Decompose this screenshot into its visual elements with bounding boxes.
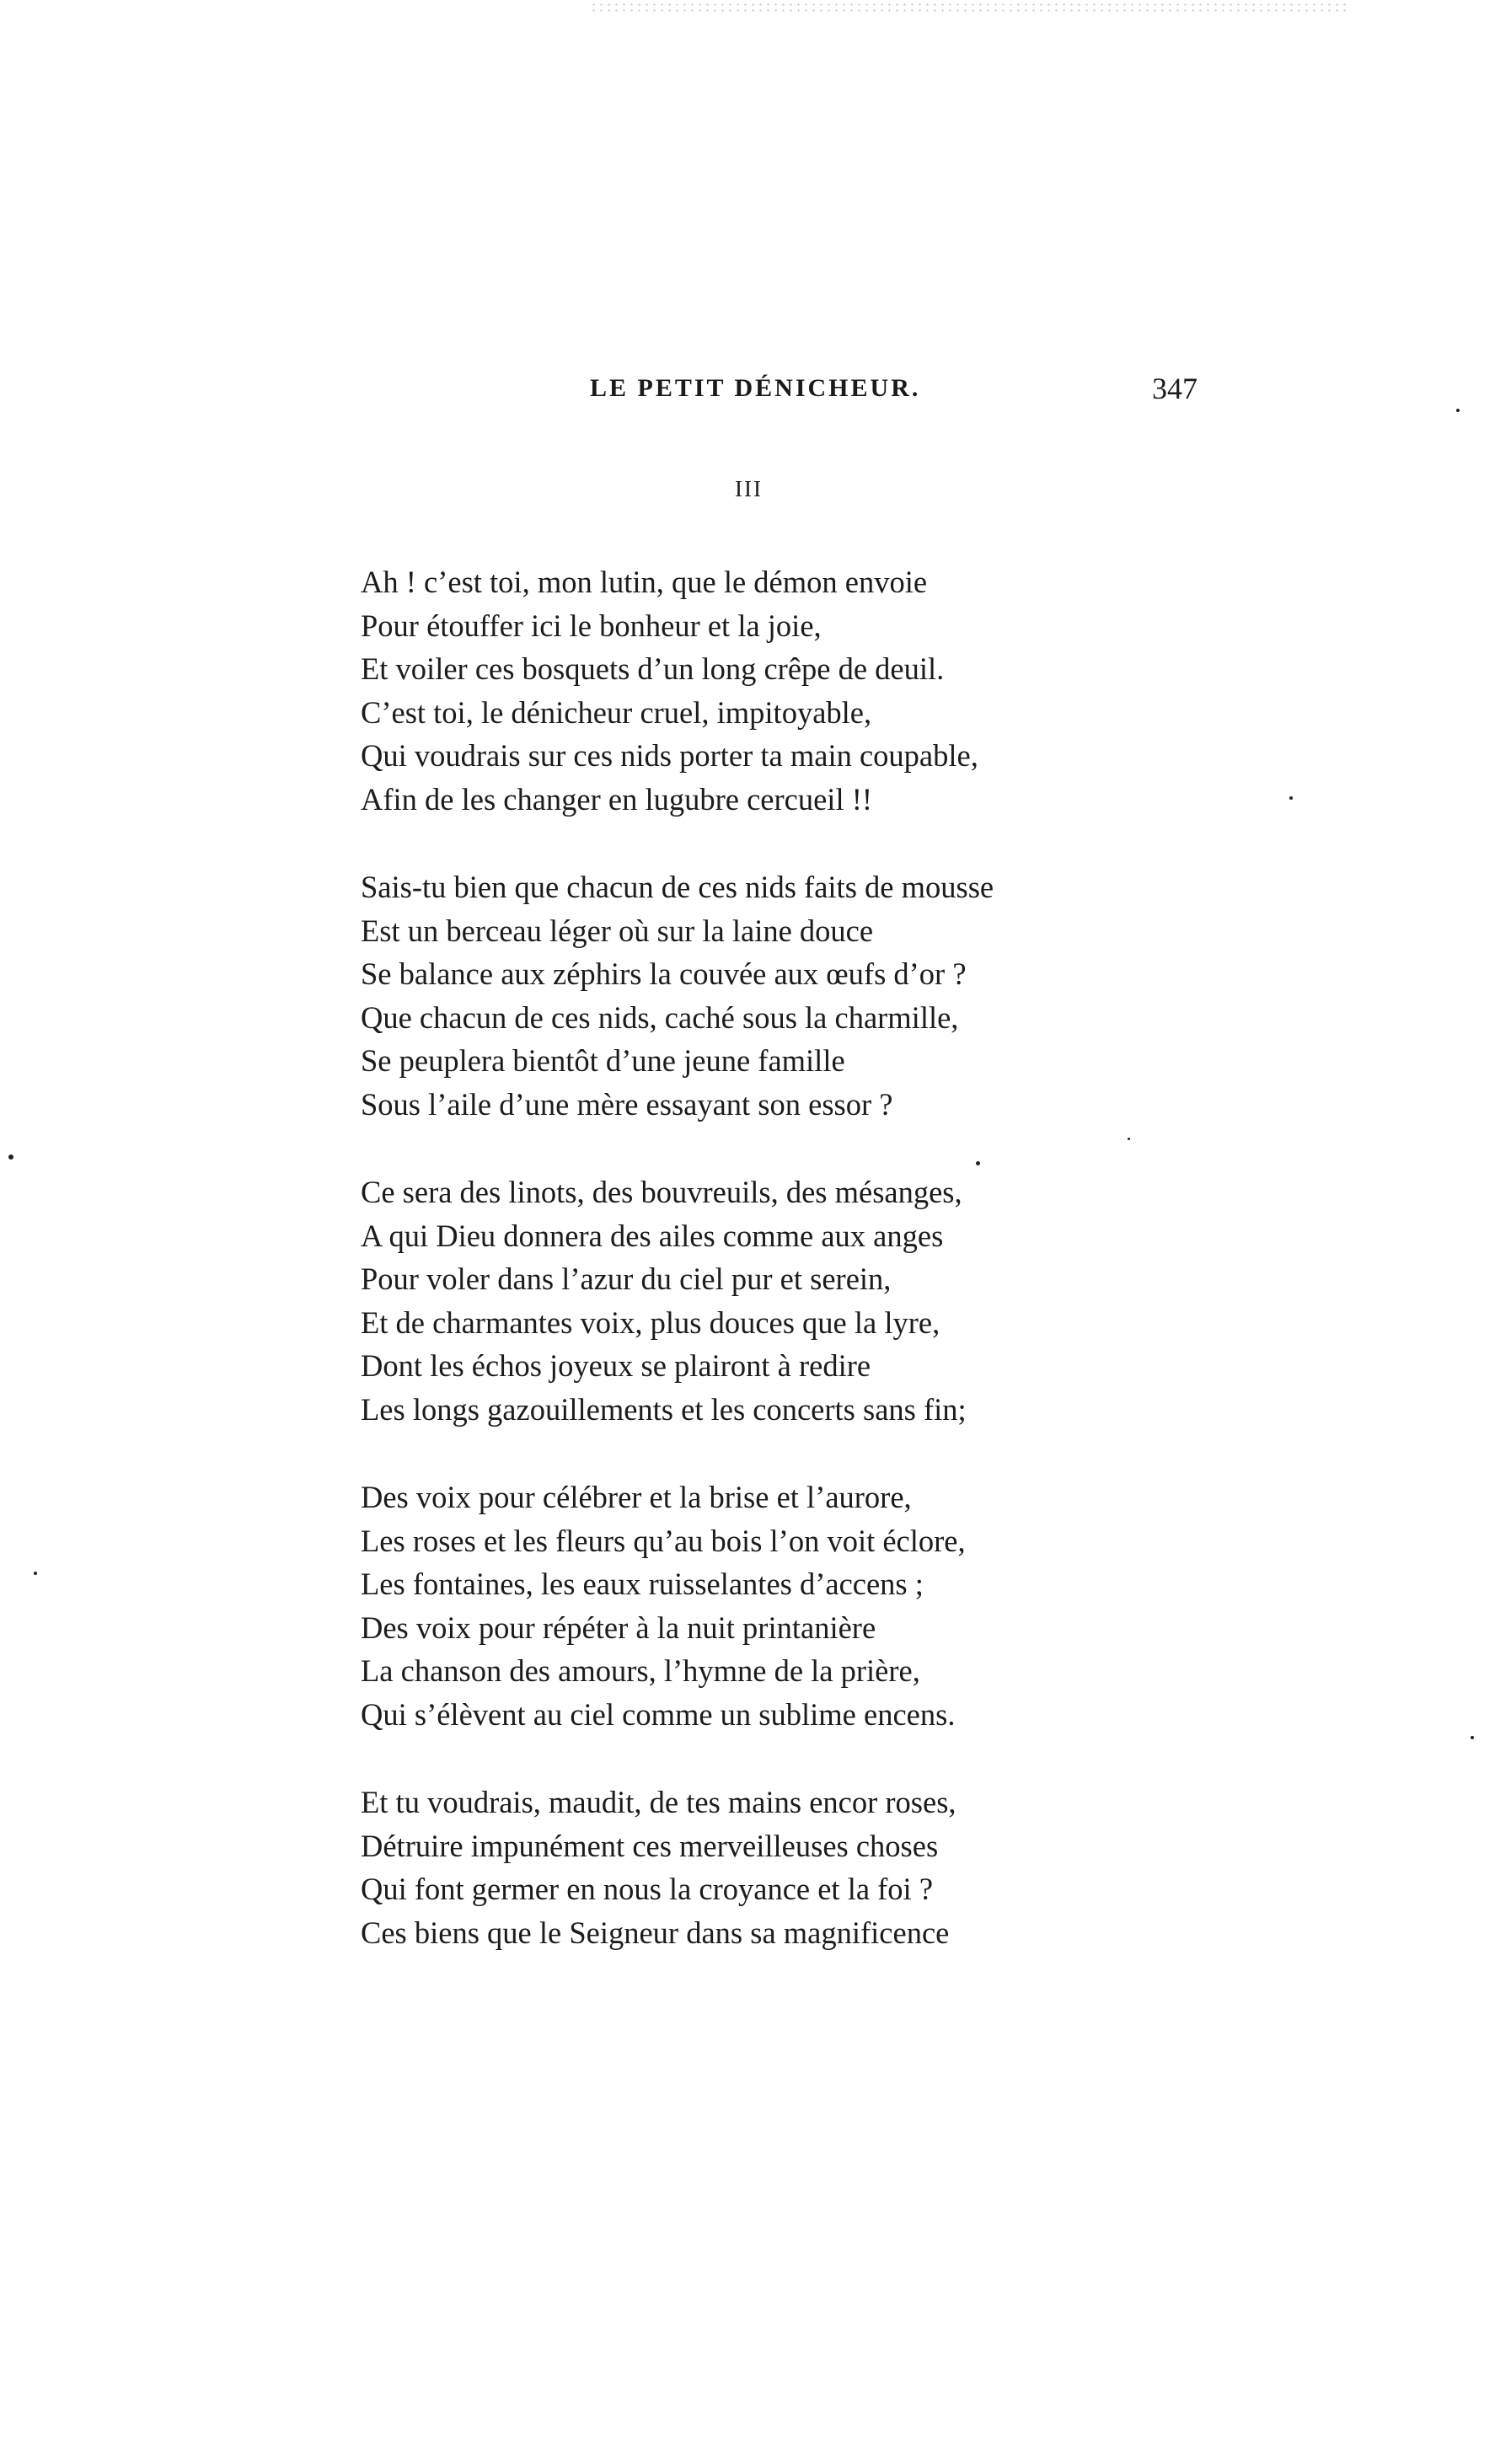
- stanza: [361, 1476, 1203, 1736]
- scan-speck: [1289, 796, 1293, 800]
- verse-line: Les longs gazouillements et les concerts sans fin;: [361, 1391, 967, 1427]
- verse-line: Et de charmantes voix, plus douces que la lyre,: [361, 1304, 940, 1340]
- verse-line: Sous l’aile d’une mère essayant son essor ?: [361, 1086, 893, 1122]
- verse-line: Afin de les changer en lugubre cercueil !!: [361, 781, 873, 817]
- verse-line: Et voiler ces bosquets d’un long crêpe de deuil.: [361, 651, 945, 686]
- verse-line: C’est toi, le dénicheur cruel, impitoyable,: [361, 694, 872, 730]
- scan-speck: [1456, 409, 1460, 412]
- scan-speck: [976, 1161, 980, 1165]
- verse-line: Les roses et les fleurs qu’au bois l’on voit éclore,: [361, 1523, 966, 1558]
- stanza: [361, 1781, 1203, 1954]
- verse-line: Ces biens que le Seigneur dans sa magnificence: [361, 1915, 950, 1950]
- verse-line: Les fontaines, les eaux ruisselantes d’accens ;: [361, 1567, 924, 1601]
- verse-line: A qui Dieu donnera des ailes comme aux anges: [361, 1218, 944, 1253]
- verse-line: Qui voudrais sur ces nids porter ta main coupable,: [361, 738, 978, 773]
- section-numeral: III: [735, 476, 763, 501]
- verse-line: Dont les échos joyeux se plairont à redire: [361, 1348, 871, 1383]
- scan-speck: [34, 1572, 37, 1575]
- page-number: 347: [1152, 372, 1198, 405]
- scan-speck: [8, 1154, 13, 1160]
- verse-line: Que chacun de ces nids, caché sous la charmille,: [361, 999, 959, 1035]
- verse-line: Ah ! c’est toi, mon lutin, que le démon envoie: [361, 565, 928, 599]
- stanza: [361, 560, 1203, 821]
- verse-line: Se balance aux zéphirs la couvée aux œufs d’or ?: [361, 956, 967, 991]
- verse-line: Des voix pour répéter à la nuit printanière: [361, 1610, 876, 1645]
- verse-line: Sais-tu bien que chacun de ces nids faits de mousse: [361, 870, 994, 904]
- verse-line: Est un berceau léger où sur la laine douce: [361, 913, 874, 948]
- verse-line: Ce sera des linots, des bouvreuils, des mésanges,: [361, 1175, 962, 1209]
- verse-line: La chanson des amours, l’hymne de la prière,: [361, 1653, 920, 1688]
- verse-line: Qui s’élèvent au ciel comme un sublime encens.: [361, 1696, 956, 1732]
- poem-body: [361, 560, 1203, 1999]
- stanza: [361, 865, 1203, 1126]
- verse-line: Pour voler dans l’azur du ciel pur et serein,: [361, 1261, 892, 1296]
- verse-line: Se peuplera bientôt d’une jeune famille: [361, 1043, 845, 1078]
- verse-line: Détruire impunément ces merveilleuses choses: [361, 1828, 939, 1863]
- verse-line: Et tu voudrais, maudit, de tes mains encor roses,: [361, 1785, 956, 1819]
- scan-speck: [1128, 1138, 1130, 1140]
- stanza: [361, 1170, 1203, 1431]
- scan-edge-noise: [590, 2, 1348, 13]
- scan-speck: [1471, 1736, 1474, 1739]
- verse-line: Pour étouffer ici le bonheur et la joie,: [361, 608, 822, 643]
- verse-line: Qui font germer en nous la croyance et la foi ?: [361, 1872, 934, 1906]
- running-title: LE PETIT DÉNICHEUR.: [590, 374, 921, 402]
- verse-line: Des voix pour célébrer et la brise et l’aurore,: [361, 1480, 912, 1514]
